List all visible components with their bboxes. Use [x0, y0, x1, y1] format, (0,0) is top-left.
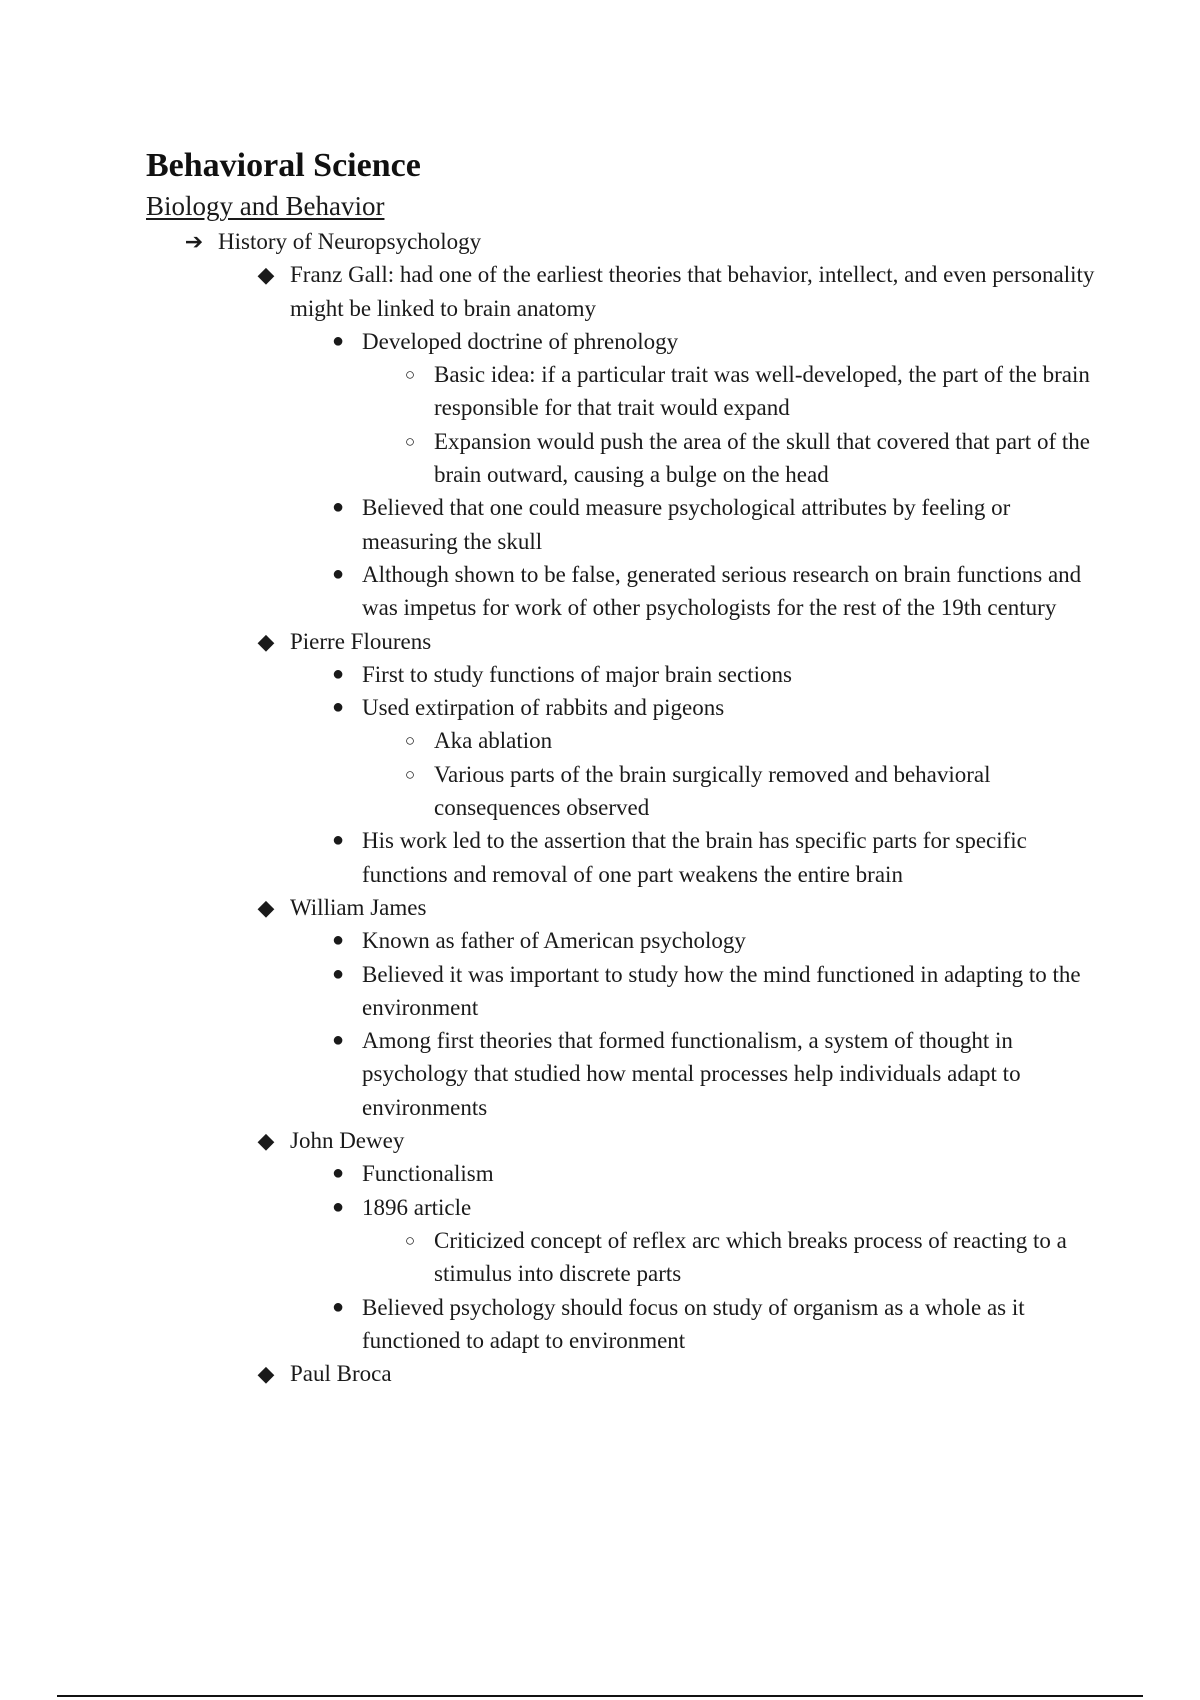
subpoint-item — [404, 425, 1106, 492]
point-item — [331, 558, 1106, 625]
point-item — [331, 824, 1106, 891]
subpoint-item — [404, 1224, 1106, 1291]
point-text: His work led to the assertion that the brain has specific parts for specific functions and removal of one part weakens the entire brain — [362, 828, 1027, 887]
subpoint-item — [404, 358, 1106, 425]
point-text: Believed it was important to study how the mind functioned in adapting to the environment — [362, 961, 1081, 1020]
diamond-bullet-icon: ◆ — [257, 262, 275, 288]
person-label: Paul Broca — [290, 1361, 392, 1387]
point-text: Believed that one could measure psychological attributes by feeling or measuring the skull — [362, 495, 1011, 554]
person-label: William James — [290, 894, 427, 920]
subpoint-item — [404, 724, 1106, 757]
circle-bullet-icon: ○ — [404, 431, 416, 451]
circle-bullet-icon: ○ — [404, 365, 416, 385]
person-item — [257, 1357, 1106, 1390]
point-item — [331, 691, 1106, 724]
point-text: Although shown to be false, generated serious research on brain functions and was impetus for work of other psychologists for the rest of the 19th century — [362, 561, 1082, 621]
person-label: Pierre Flourens — [290, 628, 432, 654]
dot-bullet-icon: ● — [331, 1162, 345, 1185]
point-item — [331, 325, 1106, 358]
section-heading: Biology and Behavior — [146, 191, 385, 221]
document-page — [146, 144, 1106, 1390]
person-item — [257, 258, 1106, 325]
dot-bullet-icon: ● — [331, 1295, 345, 1318]
person-item — [257, 625, 1106, 658]
dot-bullet-icon: ● — [331, 929, 345, 952]
point-text: Developed doctrine of phrenology — [362, 328, 679, 354]
point-text: Believed psychology should focus on study of organism as a whole as it functioned to adapt to environment — [362, 1294, 1025, 1353]
dot-bullet-icon: ● — [331, 696, 345, 719]
dot-bullet-icon: ● — [331, 829, 345, 852]
point-text: Used extirpation of rabbits and pigeons — [362, 695, 725, 721]
point-text: Known as father of American psychology — [362, 928, 746, 954]
subpoint-item — [404, 758, 1106, 825]
diamond-bullet-icon: ◆ — [257, 894, 275, 920]
point-item — [331, 491, 1106, 558]
person-item — [257, 891, 1106, 924]
point-item — [331, 658, 1106, 691]
point-text: Functionalism — [362, 1161, 494, 1187]
dot-bullet-icon: ● — [331, 662, 345, 685]
dot-bullet-icon: ● — [331, 962, 345, 985]
point-item — [331, 958, 1106, 1025]
point-text: Among first theories that formed functionalism, a system of thought in psychology that studied how mental processes help individuals adapt to environments — [362, 1028, 1021, 1120]
point-text: 1896 article — [362, 1194, 472, 1220]
dot-bullet-icon: ● — [331, 496, 345, 519]
diamond-bullet-icon: ◆ — [257, 1361, 275, 1387]
person-label: John Dewey — [290, 1128, 405, 1154]
dot-bullet-icon: ● — [331, 1029, 345, 1052]
circle-bullet-icon: ○ — [404, 731, 416, 751]
subpoint-text: Expansion would push the area of the skull that covered that part of the brain outward, causing a bulge on the head — [434, 428, 1090, 488]
point-item — [331, 1024, 1106, 1124]
outline-topic — [184, 225, 1106, 258]
circle-bullet-icon: ○ — [404, 1230, 416, 1250]
page-bottom-rule — [57, 1695, 1143, 1697]
dot-bullet-icon: ● — [331, 1195, 345, 1218]
subpoint-text: Various parts of the brain surgically removed and behavioral consequences observed — [434, 761, 991, 821]
dot-bullet-icon: ● — [331, 329, 345, 352]
point-text: First to study functions of major brain sections — [362, 661, 792, 687]
subpoint-text: Aka ablation — [434, 728, 553, 754]
point-item — [331, 1191, 1106, 1224]
topic-text: History of Neuropsychology — [218, 229, 482, 254]
document-title: Behavioral Science — [146, 147, 421, 184]
person-label: Franz Gall: had one of the earliest theories that behavior, intellect, and even personality might be linked to brain anatomy — [290, 262, 1095, 321]
subpoint-text: Criticized concept of reflex arc which breaks process of reacting to a stimulus into discrete parts — [434, 1227, 1067, 1287]
point-item — [331, 1157, 1106, 1190]
diamond-bullet-icon: ◆ — [257, 628, 275, 654]
diamond-bullet-icon: ◆ — [257, 1128, 275, 1154]
dot-bullet-icon: ● — [331, 562, 345, 585]
subpoint-text: Basic idea: if a particular trait was well-developed, the part of the brain responsible for that trait would expand — [434, 362, 1090, 421]
point-item — [331, 1291, 1106, 1358]
circle-bullet-icon: ○ — [404, 764, 416, 784]
arrow-icon: ➔ — [184, 229, 204, 254]
person-item — [257, 1124, 1106, 1157]
point-item — [331, 924, 1106, 957]
